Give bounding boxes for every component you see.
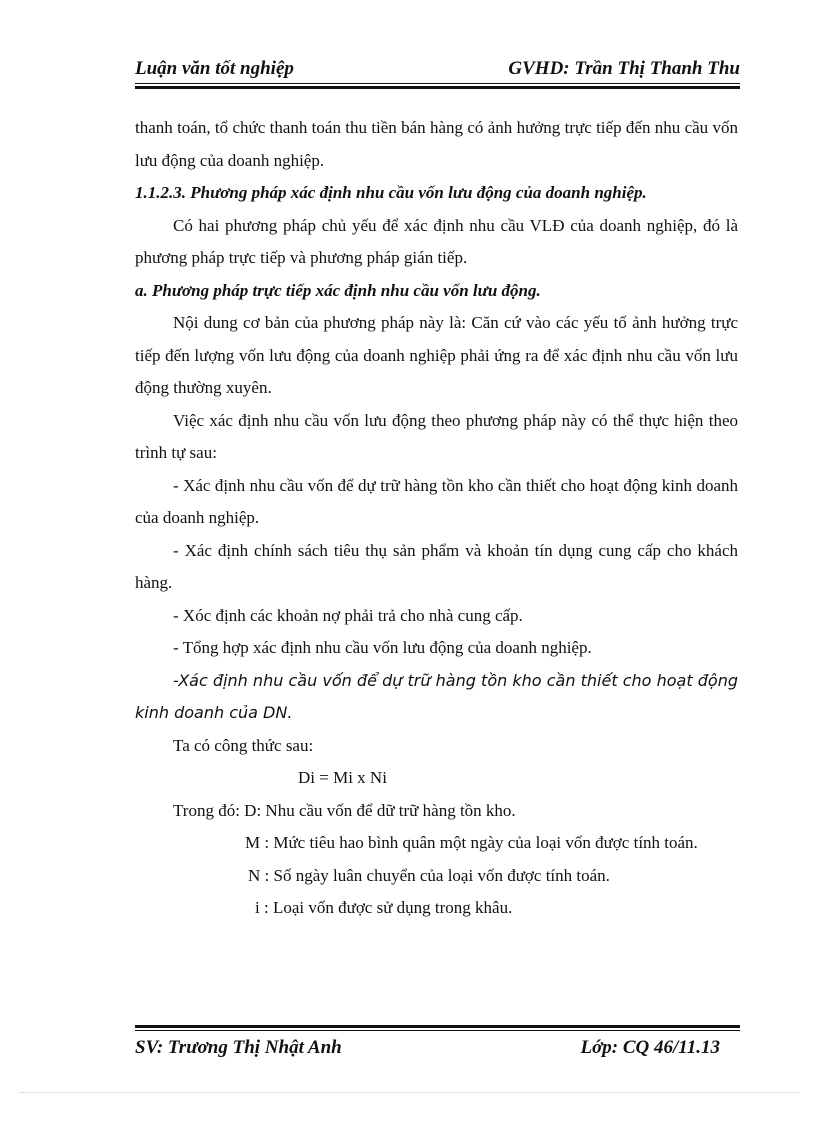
formula-intro: Ta có công thức sau:: [173, 735, 314, 755]
header-rule-thick: [135, 86, 740, 89]
footer-class: Lớp: CQ 46/11.13: [580, 1037, 720, 1058]
italic-subheading: -Xác định nhu cầu vốn để dự trữ hàng tồn kho cần thiết cho hoạt động kinh doanh của DN.: [135, 670, 738, 722]
footer-student-name: SV: Trương Thị Nhật Anh: [135, 1037, 342, 1058]
subsection-heading: a. Phương pháp trực tiếp xác định nhu cầu vốn lưu động.: [135, 280, 541, 300]
list-item: - Xác định nhu cầu vốn để dự trữ hàng tồn kho cần thiết cho hoạt động kinh doanh của doanh nghiệp.: [135, 475, 738, 527]
footer-rule-thin: [135, 1030, 740, 1031]
list-item: - Xác định chính sách tiêu thụ sản phẩm và khoản tín dụng cung cấp cho khách hàng.: [135, 540, 738, 592]
paragraph-content: Nội dung cơ bản của phương pháp này là: Căn cứ vào các yếu tố ảnh hưởng trực tiếp đến lượng vốn lưu động của doanh nghiệp phải ứng ra để xác định nhu cầu vốn lưu động thường xuyên.: [135, 313, 738, 397]
paragraph-sequence: Việc xác định nhu cầu vốn lưu động theo phương pháp này có thể thực hiện theo trình tự sau:: [135, 410, 738, 462]
variable-n-definition: N : Số ngày luân chuyển của loại vốn được tính toán.: [248, 865, 610, 885]
formula: Di = Mi x Ni: [298, 768, 387, 787]
header-supervisor: GVHD: Trần Thị Thanh Thu: [508, 58, 740, 79]
section-heading: 1.1.2.3. Phương pháp xác định nhu cầu vốn lưu động của doanh nghiệp.: [135, 183, 647, 202]
header-thesis-title: Luận văn tốt nghiệp: [135, 58, 294, 79]
where-clause: Trong đó: D: Nhu cầu vốn để dữ trữ hàng tồn kho.: [173, 800, 516, 820]
page-footer: [135, 1037, 720, 1061]
list-item: - Xóc định các khoản nợ phải trả cho nhà cung cấp.: [173, 605, 523, 625]
page-body: [135, 112, 738, 925]
list-item: - Tổng hợp xác định nhu cầu vốn lưu động của doanh nghiệp.: [173, 638, 592, 657]
page-edge-divider: [20, 1092, 800, 1093]
header-rule-thin: [135, 83, 740, 84]
paragraph-methods: Có hai phương pháp chủ yếu để xác định nhu cầu VLĐ của doanh nghiệp, đó là phương pháp trực tiếp và phương pháp gián tiếp.: [135, 215, 738, 267]
variable-m-definition: M : Mức tiêu hao bình quân một ngày của loại vốn được tính toán.: [245, 833, 698, 852]
footer-rule-thick: [135, 1025, 740, 1028]
paragraph-continued: thanh toán, tổ chức thanh toán thu tiền bán hàng có ảnh hưởng trực tiếp đến nhu cầu vốn lưu động của doanh nghiệp.: [135, 118, 738, 170]
page-header: [135, 58, 740, 82]
variable-i-definition: i : Loại vốn được sử dụng trong khâu.: [255, 898, 513, 917]
